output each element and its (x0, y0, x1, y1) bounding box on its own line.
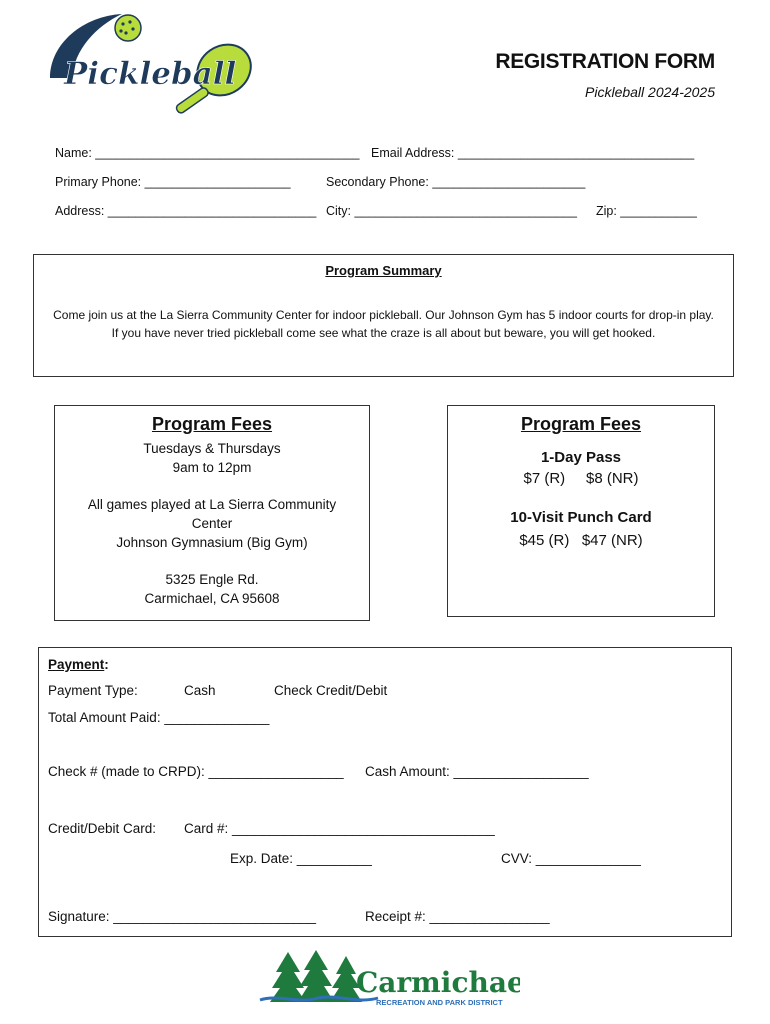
primary-phone-field[interactable]: Primary Phone: _____________________ (55, 175, 291, 189)
zip-field[interactable]: Zip: ___________ (596, 204, 697, 218)
payment-option-check-card[interactable]: Check Credit/Debit (274, 683, 388, 698)
address-line: 5325 Engle Rd. (165, 572, 259, 587)
program-fees-schedule-box (54, 405, 370, 621)
payment-box (38, 647, 732, 937)
program-fees-prices-box (447, 405, 715, 617)
check-number-field[interactable]: Check # (made to CRPD): __________________ (48, 764, 344, 779)
program-summary-title: Program Summary (325, 263, 442, 278)
schedule-days: Tuesdays & Thursdays (143, 441, 281, 456)
carmichael-logo (258, 948, 520, 1010)
day-pass-prices: $7 (R) $8 (NR) (523, 470, 639, 487)
location-line: All games played at La Sierra Community (87, 497, 337, 512)
payment-title-colon: : (104, 657, 109, 672)
day-pass-title: 1-Day Pass (540, 449, 622, 466)
card-number-field[interactable]: Card #: ___________________________________ (184, 821, 495, 836)
cvv-field[interactable]: CVV: ______________ (501, 851, 641, 866)
program-fees-title: Program Fees (520, 414, 642, 434)
footer-brand-name: Carmichael (356, 966, 520, 999)
city-field[interactable]: City: ________________________________ (326, 204, 577, 218)
payment-option-cash[interactable]: Cash (184, 683, 216, 698)
card-label: Credit/Debit Card: (48, 821, 157, 836)
receipt-number-field[interactable]: Receipt #: ________________ (365, 909, 550, 924)
pickleball-paddle-logo-icon (44, 8, 264, 124)
pickleball-logo (44, 8, 264, 124)
punch-card-prices: $45 (R) $47 (NR) (519, 532, 643, 549)
email-field[interactable]: Email Address: __________________________________ (371, 146, 695, 160)
pine-trees-icon (258, 948, 520, 1010)
punch-card-title: 10-Visit Punch Card (510, 509, 652, 526)
payment-type-label: Payment Type: (48, 683, 138, 698)
address-line: Carmichael, CA 95608 (144, 591, 280, 606)
name-field[interactable]: Name: ______________________________________ (55, 146, 360, 160)
cash-amount-field[interactable]: Cash Amount: __________________ (365, 764, 589, 779)
footer-tagline: RECREATION AND PARK DISTRICT (376, 998, 503, 1007)
location-line: Johnson Gymnasium (Big Gym) (116, 535, 308, 550)
exp-date-field[interactable]: Exp. Date: __________ (230, 851, 372, 866)
logo-text: Pickleball (64, 56, 237, 92)
form-subtitle: Pickleball 2024-2025 (585, 84, 715, 100)
form-title: REGISTRATION FORM (495, 50, 715, 73)
program-summary-box (33, 254, 734, 377)
program-fees-title: Program Fees (151, 414, 273, 434)
address-field[interactable]: Address: ______________________________ (55, 204, 317, 218)
payment-title (48, 657, 109, 672)
payment-title-text: Payment (48, 657, 105, 672)
schedule-hours: 9am to 12pm (172, 460, 252, 475)
location-line: Center (191, 516, 233, 531)
signature-field[interactable]: Signature: ___________________________ (48, 909, 317, 924)
secondary-phone-field[interactable]: Secondary Phone: ______________________ (326, 175, 586, 189)
program-summary-text: Come join us at the La Sierra Community Center for indoor pickleball. Our Johnson Gym has 5 indoor courts for drop-in play. If you have never tried pickleball come see what the craze is all about but beware, you will get hooked. (53, 308, 714, 340)
total-amount-field[interactable]: Total Amount Paid: ______________ (48, 710, 270, 725)
